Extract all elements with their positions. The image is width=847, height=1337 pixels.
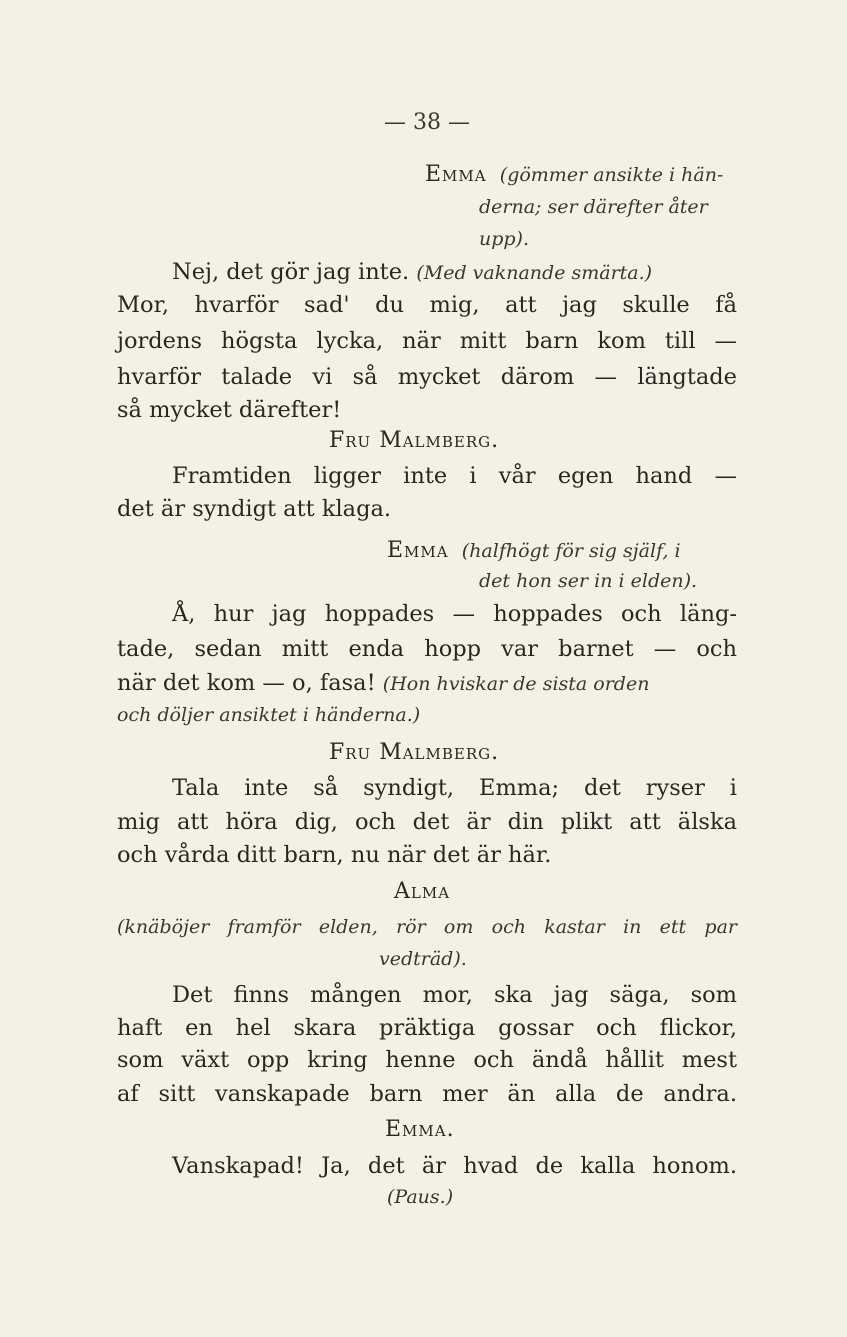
dialogue-line: som växt opp kring henne och ändå hållit mest: [117, 1047, 737, 1073]
stage-direction: det hon ser in i elden).: [479, 570, 698, 592]
speaker-emma: Emma (gömmer ansikte i hän-: [425, 162, 724, 187]
dialogue-line: tade, sedan mitt enda hopp var barnet — och: [117, 636, 737, 662]
dialogue-line: mig att höra dig, och det är din plikt att älska: [117, 809, 737, 835]
dialogue-line: det är syndigt att klaga.: [117, 496, 392, 522]
stage-direction: (gömmer ansikte i hän-: [499, 164, 724, 186]
dialogue-line: och vårda ditt barn, nu när det är här.: [117, 842, 552, 868]
dialogue-line: när det kom — o, fasa! (Hon hviskar de sista orden: [117, 670, 650, 696]
speaker-fru-malmberg: Fru Malmberg.: [329, 740, 500, 765]
dialogue-line: af sitt vanskapade barn mer än alla de andra.: [117, 1081, 737, 1107]
stage-direction: (knäböjer framför elden, rör om och kastar in ett par: [117, 916, 737, 938]
page-number: — 38 —: [384, 110, 470, 135]
speaker-emma: Emma.: [385, 1117, 455, 1142]
speaker-fru-malmberg: Fru Malmberg.: [329, 428, 500, 453]
dialogue-line: jordens högsta lycka, när mitt barn kom till —: [117, 328, 737, 354]
stage-direction: (halfhögt för sig själf, i: [461, 540, 681, 562]
stage-direction: (Paus.): [387, 1186, 454, 1208]
dialogue-line: Tala inte så syndigt, Emma; det ryser i: [172, 775, 737, 801]
dialogue-line: haft en hel skara präktiga gossar och flickor,: [117, 1015, 737, 1041]
stage-direction: (Med vaknande smärta.): [416, 262, 653, 284]
stage-direction: vedträd).: [379, 948, 467, 970]
dialogue-line: Mor, hvarför sad' du mig, att jag skulle få: [117, 292, 737, 318]
stage-direction: (Hon hviskar de sista orden: [382, 673, 650, 695]
stage-direction: upp).: [479, 228, 530, 250]
dialogue-line: hvarför talade vi så mycket därom — längtade: [117, 364, 737, 390]
book-page: [117, 0, 737, 1337]
dialogue-line: Det finns mången mor, ska jag säga, som: [172, 982, 737, 1008]
speaker-alma: Alma: [394, 879, 451, 904]
stage-direction: och döljer ansiktet i händerna.): [117, 704, 421, 726]
dialogue-line: Vanskapad! Ja, det är hvad de kalla honom.: [172, 1153, 737, 1179]
dialogue-line: Nej, det gör jag inte. (Med vaknande smärta.): [172, 259, 653, 285]
dialogue-line: Å, hur jag hoppades — hoppades och läng-: [172, 601, 737, 627]
dialogue-line: Framtiden ligger inte i vår egen hand —: [172, 463, 737, 489]
stage-direction: derna; ser därefter åter: [479, 196, 708, 218]
speaker-emma: Emma (halfhögt för sig själf, i: [387, 538, 681, 563]
dialogue-line: så mycket därefter!: [117, 397, 342, 423]
